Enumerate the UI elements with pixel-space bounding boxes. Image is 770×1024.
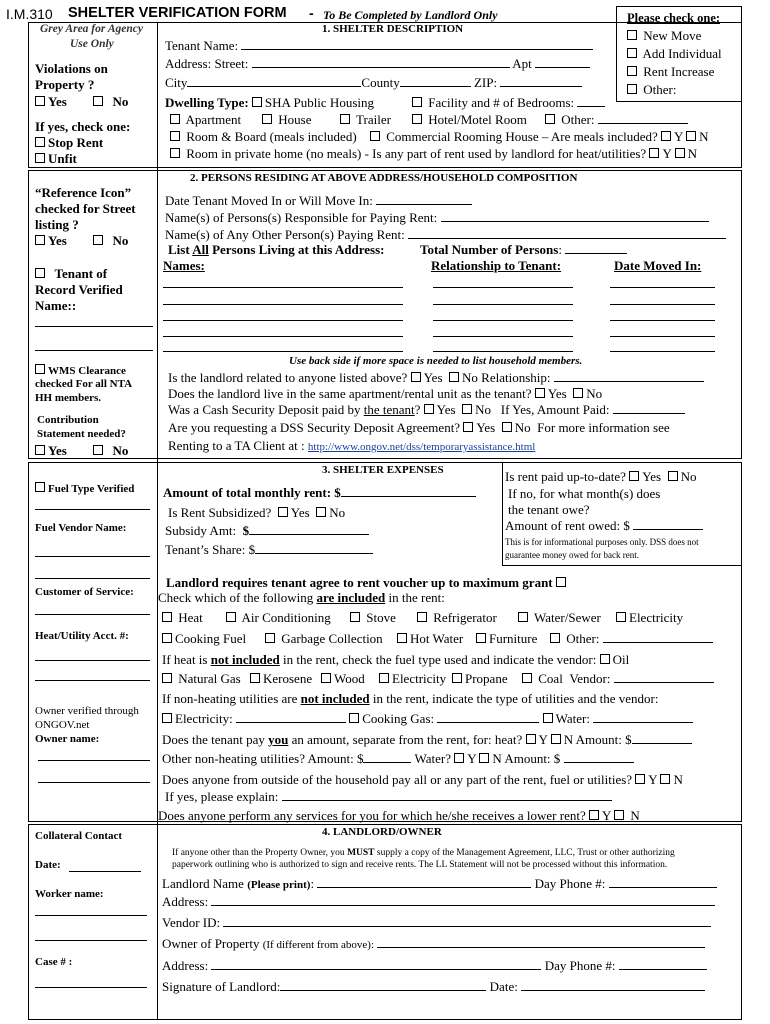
household-name-1[interactable] bbox=[163, 287, 403, 288]
water-y-checkbox[interactable] bbox=[454, 753, 464, 763]
utilities-y-checkbox bbox=[649, 148, 659, 158]
tenant-name-field[interactable] bbox=[241, 38, 593, 50]
unfit-option[interactable]: Unfit bbox=[35, 151, 77, 167]
related-no-checkbox[interactable] bbox=[449, 372, 459, 382]
section3-heading: 3. SHELTER EXPENSES bbox=[322, 464, 444, 476]
county-field[interactable] bbox=[400, 75, 471, 87]
form-title: SHELTER VERIFICATION FORM bbox=[68, 5, 287, 21]
listing-no[interactable]: No bbox=[93, 233, 128, 249]
household-name-5[interactable] bbox=[163, 351, 403, 352]
cooking-gas-checkbox[interactable] bbox=[349, 713, 359, 723]
stove-option[interactable]: Stove bbox=[350, 610, 396, 626]
responsible-row: Name(s) of Persons(s) Responsible for Paying Rent: bbox=[165, 210, 709, 226]
owner-phone-field[interactable] bbox=[619, 958, 707, 970]
outside-pay-row: Does anyone from outside of the household pay all or any part of the rent, fuel or utilities? Y N bbox=[162, 772, 683, 787]
zip-field[interactable] bbox=[500, 75, 582, 87]
reference-icon-label: “Reference Icon” bbox=[35, 185, 132, 200]
electricity-fuel-option[interactable]: Electricity bbox=[379, 671, 446, 687]
total-rent-field[interactable] bbox=[341, 485, 476, 497]
landlord-requires-row: Landlord requires tenant agree to rent voucher up to maximum grant bbox=[166, 575, 569, 591]
date-moved-field[interactable] bbox=[376, 193, 472, 205]
section4-heading: 4. LANDLORD/OWNER bbox=[322, 826, 442, 838]
tenant-share-field[interactable] bbox=[255, 542, 373, 554]
info-note-1: This is for informational purposes only. DSS does not bbox=[505, 537, 699, 547]
commercial-option[interactable]: Commercial Rooming House – Are meals included? Y N bbox=[370, 129, 709, 145]
ta-client-row: Renting to a TA Client at : http://www.ongov.net/dss/temporaryassistance.html bbox=[168, 438, 536, 453]
landlord-address-field[interactable] bbox=[211, 894, 715, 906]
outside-y-checkbox[interactable] bbox=[635, 774, 645, 784]
kerosene-option[interactable]: Kerosene bbox=[250, 671, 312, 687]
household-rel-5[interactable] bbox=[433, 351, 573, 352]
statement-no[interactable]: No bbox=[93, 443, 128, 459]
checked-street-label: checked for Street bbox=[35, 201, 136, 216]
new-move-label: New Move bbox=[643, 28, 702, 43]
live-question: Does the landlord live in the same apartment/rental unit as the tenant? Yes No bbox=[168, 386, 603, 401]
customer-line[interactable] bbox=[35, 614, 150, 615]
fuel-vendor-line[interactable] bbox=[35, 556, 150, 557]
household-date-3[interactable] bbox=[610, 320, 715, 321]
garbage-option[interactable]: Garbage Collection bbox=[265, 631, 383, 647]
refrigerator-option[interactable]: Refrigerator bbox=[417, 610, 497, 626]
amount-owed-row: Amount of rent owed: $ bbox=[505, 518, 703, 534]
signature-field[interactable] bbox=[280, 979, 486, 991]
fuel-vendor-line-2[interactable] bbox=[35, 578, 150, 579]
check-included-label: Check which of the following are included in the rent: bbox=[158, 590, 445, 605]
signature-row: Signature of Landlord: Date: bbox=[162, 979, 705, 995]
cooking-gas-vendor-field[interactable] bbox=[437, 711, 539, 723]
other-persons-row: Name(s) of Any Other Person(s) Paying Rent: bbox=[165, 227, 726, 243]
landlord-name-field[interactable] bbox=[317, 876, 531, 888]
trailer-option[interactable]: Trailer bbox=[340, 112, 391, 128]
total-persons-field[interactable] bbox=[565, 242, 627, 254]
furniture-option[interactable]: Furniture bbox=[476, 631, 537, 647]
signature-date-field[interactable] bbox=[521, 979, 705, 991]
tenant-share-row: Tenant’s Share: $ bbox=[165, 542, 373, 558]
apt-field[interactable] bbox=[535, 56, 590, 68]
worker-name-line[interactable] bbox=[35, 915, 147, 916]
record-verified-label: Record Verified bbox=[35, 282, 123, 297]
if-yes-label: If yes, check one: bbox=[35, 119, 131, 134]
meals-y-checkbox bbox=[661, 131, 671, 141]
violations-yes[interactable]: Yes bbox=[35, 94, 67, 110]
heat-not-included-label: If heat is not included in the rent, check the fuel type used and indicate the vendor: Oil bbox=[162, 652, 630, 667]
wood-option[interactable]: Wood bbox=[321, 671, 365, 687]
ongov-label: ONGOV.net bbox=[35, 719, 90, 731]
cash-no-checkbox[interactable] bbox=[462, 404, 472, 414]
fuel-type-verified[interactable]: Fuel Type Verified bbox=[35, 482, 134, 495]
explain-field[interactable] bbox=[282, 789, 612, 801]
relationship-header: Relationship to Tenant: bbox=[431, 258, 562, 273]
propane-option[interactable]: Propane bbox=[452, 671, 508, 687]
info-note-2: guarantee money owed for back rent. bbox=[505, 550, 639, 560]
list-all-label: List All Persons Living at this Address: bbox=[168, 242, 385, 257]
subsidy-amt-field[interactable] bbox=[249, 523, 369, 535]
household-date-1[interactable] bbox=[610, 287, 715, 288]
relationship-field[interactable] bbox=[554, 370, 704, 382]
household-rel-3[interactable] bbox=[433, 320, 573, 321]
household-name-3[interactable] bbox=[163, 320, 403, 321]
form-subtitle: To Be Completed by Landlord Only bbox=[323, 8, 498, 22]
oil-checkbox[interactable] bbox=[600, 654, 610, 664]
subsidized-row: Is Rent Subsidized? Yes No bbox=[168, 505, 346, 520]
vendor-id-row: Vendor ID: bbox=[162, 915, 711, 931]
ac-option[interactable]: Air Conditioning bbox=[226, 610, 331, 626]
worker-name-label: Worker name: bbox=[35, 888, 104, 900]
electricity-option[interactable]: Electricity bbox=[616, 610, 683, 626]
household-date-4[interactable] bbox=[610, 336, 715, 337]
case-number-label: Case # : bbox=[35, 956, 73, 968]
apartment-option[interactable]: Apartment bbox=[170, 112, 241, 128]
owner-address-row: Address: Day Phone #: bbox=[162, 958, 707, 974]
services-n-checkbox[interactable] bbox=[614, 810, 624, 820]
other-label: Other: bbox=[643, 82, 677, 97]
street-field[interactable] bbox=[252, 56, 510, 68]
facility-row: Facility and # of Bedrooms: bbox=[412, 95, 605, 111]
coal-option[interactable]: Coal Vendor: bbox=[522, 671, 714, 687]
responsible-field[interactable] bbox=[441, 210, 709, 222]
stop-rent-option[interactable]: Stop Rent bbox=[35, 135, 103, 151]
agency-divider bbox=[157, 22, 158, 1020]
date-moved-in-header: Date Moved In: bbox=[614, 258, 702, 273]
house-option[interactable]: House bbox=[262, 112, 311, 128]
heat-acct-line[interactable] bbox=[35, 660, 150, 661]
other-persons-field[interactable] bbox=[408, 227, 726, 239]
total-rent-row: Amount of total monthly rent: $ bbox=[163, 485, 476, 501]
other-nonheat-row: Other non-heating utilities? Amount: $ Water? Y N Amount: $ bbox=[162, 751, 634, 767]
household-name-4[interactable] bbox=[163, 336, 403, 337]
fuel-type-line[interactable] bbox=[35, 509, 150, 510]
household-rel-1[interactable] bbox=[433, 287, 573, 288]
owner-name-label: Owner name: bbox=[35, 733, 100, 745]
household-date-2[interactable] bbox=[610, 304, 715, 305]
household-rel-4[interactable] bbox=[433, 336, 573, 337]
services-row: Does anyone perform any services for you for which he/she receives a lower rent? Y N bbox=[158, 808, 640, 823]
facility-checkbox[interactable] bbox=[412, 97, 422, 107]
electricity-utility-checkbox[interactable] bbox=[162, 713, 172, 723]
other-included-option[interactable]: Other: bbox=[550, 631, 713, 647]
subsidized-yes-checkbox[interactable] bbox=[278, 507, 288, 517]
tenant-of-record[interactable]: Tenant of bbox=[35, 266, 107, 282]
other-dwelling-option[interactable]: Other: bbox=[545, 112, 688, 128]
dwelling-row: Dwelling Type: SHA Public Housing bbox=[165, 95, 374, 110]
other-included-field[interactable] bbox=[603, 631, 713, 643]
household-name-2[interactable] bbox=[163, 304, 403, 305]
wms-clearance[interactable]: WMS Clearance bbox=[35, 364, 126, 377]
fuel-vendor-field[interactable] bbox=[614, 671, 714, 683]
dss-yes-checkbox[interactable] bbox=[463, 422, 473, 432]
related-question: Is the landlord related to anyone listed above? Yes No Relationship: bbox=[168, 370, 704, 386]
tenant-pay-heat-row: Does the tenant pay you an amount, separate from the rent, for: heat? Y N Amount: $ bbox=[162, 732, 692, 748]
fuel-vendor-label: Fuel Vendor Name: bbox=[35, 522, 127, 534]
heat-acct-line-2[interactable] bbox=[35, 680, 150, 681]
heat-option[interactable]: Heat bbox=[162, 610, 203, 626]
use-back-note: Use back side if more space is needed to list household members. bbox=[289, 355, 583, 367]
worker-name-line-2[interactable] bbox=[35, 940, 147, 941]
paid-up-no-checkbox[interactable] bbox=[668, 471, 678, 481]
form-id: I.M.310 bbox=[6, 6, 53, 22]
collateral-date-line[interactable] bbox=[69, 871, 141, 872]
household-rel-2[interactable] bbox=[433, 304, 573, 305]
notice-line-2: paperwork outlining who is authorized to sign and receive rents. The LL Statement will not be processed without this information. bbox=[172, 860, 668, 870]
utilities-n-checkbox bbox=[675, 148, 685, 158]
cash-deposit-question: Was a Cash Security Deposit paid by the tenant? Yes No If Yes, Amount Paid: bbox=[168, 402, 685, 418]
sha-checkbox[interactable] bbox=[252, 97, 262, 107]
violations-label: Violations on bbox=[35, 61, 108, 76]
city-row: City County ZIP: bbox=[165, 75, 582, 91]
hh-members-label: HH members. bbox=[35, 392, 101, 404]
section2-heading: 2. PERSONS RESIDING AT ABOVE ADDRESS/HOUSEHOLD COMPOSITION bbox=[190, 172, 578, 184]
collateral-contact-label: Collateral Contact bbox=[35, 830, 123, 842]
heat-acct-label: Heat/Utility Acct. #: bbox=[35, 630, 129, 642]
pay-heat-y-checkbox[interactable] bbox=[526, 734, 536, 744]
section1-heading: 1. SHELTER DESCRIPTION bbox=[322, 23, 464, 35]
heat-amount-field[interactable] bbox=[632, 732, 692, 744]
live-yes-checkbox[interactable] bbox=[535, 388, 545, 398]
total-persons-row: Total Number of Persons: bbox=[420, 242, 627, 258]
water-amount-field[interactable] bbox=[564, 751, 634, 763]
paid-up-yes-checkbox[interactable] bbox=[629, 471, 639, 481]
city-field[interactable] bbox=[187, 75, 361, 87]
services-y-checkbox[interactable] bbox=[589, 810, 599, 820]
name-label: Name:: bbox=[35, 298, 77, 313]
nonheat-label: If non-heating utilities are not included in the rent, indicate the type of utilities and the vendor: bbox=[162, 691, 659, 706]
listing-yes[interactable]: Yes bbox=[35, 233, 67, 249]
landlord-phone-field[interactable] bbox=[609, 876, 717, 888]
bedrooms-field[interactable] bbox=[577, 95, 605, 107]
owner-property-row: Owner of Property (If different from above): bbox=[162, 936, 705, 952]
household-date-5[interactable] bbox=[610, 351, 715, 352]
water-utility-checkbox[interactable] bbox=[543, 713, 553, 723]
other-dwelling-field[interactable] bbox=[598, 112, 688, 124]
tenant-name-row: Tenant Name: bbox=[165, 38, 593, 54]
water-vendor-field[interactable] bbox=[593, 711, 693, 723]
natural-gas-option[interactable]: Natural Gas bbox=[162, 671, 241, 687]
listing-label: listing ? bbox=[35, 217, 79, 232]
date-moved-row: Date Tenant Moved In or Will Move In: bbox=[165, 193, 472, 209]
dss-question: Are you requesting a DSS Security Deposit Agreement? Yes No For more information see bbox=[168, 420, 670, 435]
names-header: Names: bbox=[163, 258, 205, 273]
use-only-label: Use Only bbox=[70, 38, 114, 50]
subsidized-no-checkbox[interactable] bbox=[316, 507, 326, 517]
cash-yes-checkbox[interactable] bbox=[424, 404, 434, 414]
collateral-date-label: Date: bbox=[35, 859, 61, 871]
owner-address-field[interactable] bbox=[211, 958, 541, 970]
address-row: Address: Street: Apt bbox=[165, 56, 590, 72]
violations-no[interactable]: No bbox=[93, 94, 128, 110]
room-private-option[interactable]: Room in private home (no meals) - Is any part of rent used by landlord for heat/utilities? Y N bbox=[170, 146, 697, 162]
live-no-checkbox[interactable] bbox=[573, 388, 583, 398]
landlord-address-row: Address: bbox=[162, 894, 715, 910]
owner-verified-label: Owner verified through bbox=[35, 705, 139, 717]
nonheat-utilities-row: Electricity: Cooking Gas: Water: bbox=[162, 711, 693, 727]
water-n-checkbox[interactable] bbox=[479, 753, 489, 763]
title-dash: - bbox=[309, 5, 314, 21]
if-no-month-label: If no, for what month(s) does bbox=[508, 486, 661, 501]
water-sewer-option[interactable]: Water/Sewer bbox=[518, 610, 601, 626]
related-yes-checkbox[interactable] bbox=[411, 372, 421, 382]
dss-no-checkbox[interactable] bbox=[502, 422, 512, 432]
cash-amount-field[interactable] bbox=[613, 402, 685, 414]
checked-nta-label: checked For all NTA bbox=[35, 378, 133, 390]
owner-name-line-2[interactable] bbox=[38, 782, 150, 783]
hot-water-option[interactable]: Hot Water bbox=[397, 631, 463, 647]
electricity-vendor-field[interactable] bbox=[236, 711, 346, 723]
explain-row: If yes, please explain: bbox=[165, 789, 612, 805]
contribution-label: Contribution bbox=[37, 414, 99, 426]
statement-needed-label: Statement needed? bbox=[37, 428, 126, 440]
agency-name-line-2[interactable] bbox=[35, 350, 153, 351]
subsidy-amt-row: Subsidy Amt: $ bbox=[165, 523, 369, 539]
max-grant-checkbox[interactable] bbox=[556, 577, 566, 587]
agency-name-line-1[interactable] bbox=[35, 326, 153, 327]
owner-name-line[interactable] bbox=[38, 760, 150, 761]
rent-increase-label: Rent Increase bbox=[643, 64, 715, 79]
grey-area-label: Grey Area for Agency bbox=[40, 23, 143, 35]
notice-line-1: If anyone other than the Property Owner, you MUST supply a copy of the Management Agreement, LLC, Trust or other authorizing bbox=[172, 848, 675, 858]
add-individual-label: Add Individual bbox=[642, 46, 722, 61]
case-number-line[interactable] bbox=[35, 987, 147, 988]
amount-owed-field[interactable] bbox=[633, 518, 703, 530]
tenant-owe-label: the tenant owe? bbox=[508, 502, 590, 517]
statement-yes[interactable]: Yes bbox=[35, 443, 67, 459]
ta-link[interactable]: http://www.ongov.net/dss/temporaryassistance.html bbox=[307, 441, 536, 453]
cooking-fuel-option[interactable]: Cooking Fuel bbox=[162, 631, 246, 647]
check-one-title: Please check one: bbox=[627, 11, 721, 25]
property-label: Property ? bbox=[35, 77, 95, 92]
outside-n-checkbox[interactable] bbox=[660, 774, 670, 784]
landlord-name-row: Landlord Name (Please print): Day Phone #: bbox=[162, 876, 717, 892]
vendor-id-field[interactable] bbox=[223, 915, 711, 927]
pay-heat-n-checkbox[interactable] bbox=[551, 734, 561, 744]
paid-up-row: Is rent paid up-to-date? Yes No bbox=[505, 469, 697, 484]
room-board-option[interactable]: Room & Board (meals included) bbox=[170, 129, 357, 145]
customer-of-service-label: Customer of Service: bbox=[35, 586, 134, 598]
hotel-option[interactable]: Hotel/Motel Room bbox=[412, 112, 527, 128]
meals-n-checkbox bbox=[686, 131, 696, 141]
owner-property-field[interactable] bbox=[377, 936, 705, 948]
other-nonheat-amount-field[interactable] bbox=[363, 751, 411, 763]
